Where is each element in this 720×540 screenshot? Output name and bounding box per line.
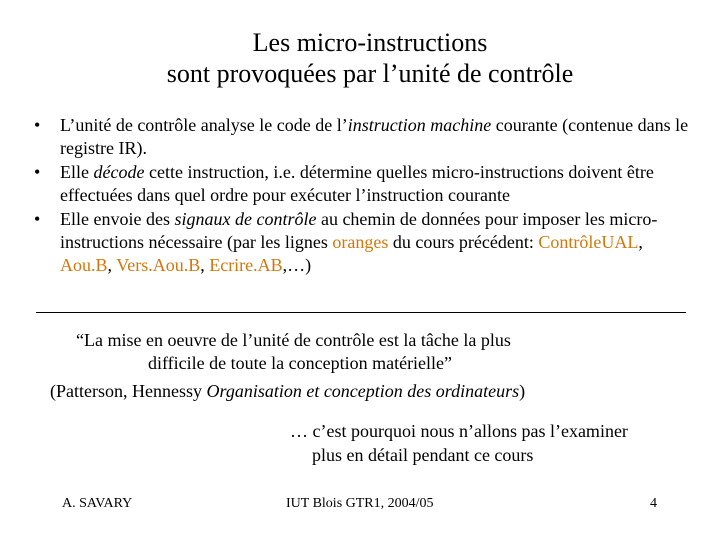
note-line-2: plus en détail pendant ce cours: [312, 445, 534, 465]
bullet-text: au chemin de données pour imposer les micro-instructions nécessaire (par les lignes: [60, 209, 658, 252]
horizontal-divider: [36, 312, 686, 313]
signal-controle-ual: ContrôleUAL: [538, 232, 639, 252]
bullet-dot-icon: •: [34, 115, 41, 135]
bullet-item-decode: [34, 161, 694, 207]
bullet-list: [34, 114, 694, 278]
quote-attribution: [50, 380, 720, 403]
footer-page-number: 4: [650, 496, 657, 511]
signal-aou-b: Aou.B: [60, 255, 108, 275]
signal-ecrire-ab: Ecrire.AB: [209, 255, 283, 275]
attribution-text: ): [519, 381, 526, 401]
bullet-item-signaux: [34, 208, 694, 277]
bullet-dot-icon: •: [34, 209, 41, 229]
bullet-emphasis: instruction machine: [347, 115, 492, 135]
separator: ,: [107, 255, 117, 275]
bullet-emphasis: signaux de contrôle: [174, 209, 317, 229]
bullet-item-analyse: [34, 114, 694, 160]
quote-line-1: “La mise en oeuvre de l’unité de contrôle est la tâche la plus: [76, 330, 511, 350]
footer-author: A. SAVARY: [62, 496, 133, 511]
attribution-text: (Patterson, Hennessy: [50, 381, 207, 401]
bullet-text: Elle: [60, 162, 94, 182]
signal-vers-aou-b: Vers.Aou.B: [116, 255, 201, 275]
bullet-text: du cours précédent:: [388, 232, 539, 252]
note-line-1: … c’est pourquoi nous n’allons pas l’examiner: [290, 421, 628, 441]
slide-title-line-2: sont provoquées par l’unité de contrôle: [166, 59, 574, 88]
bullet-text: ,…): [282, 255, 312, 275]
bullet-text: courante (contenue dans le registre IR).: [60, 115, 689, 158]
separator: ,: [200, 255, 210, 275]
separator: ,: [638, 232, 643, 252]
orange-word: oranges: [332, 232, 389, 252]
bullet-emphasis: décode: [93, 162, 145, 182]
bullet-text: Elle envoie des: [60, 209, 175, 229]
bullet-text: L’unité de contrôle analyse le code de l’: [60, 115, 348, 135]
bullet-dot-icon: •: [34, 162, 41, 182]
bullet-text: cette instruction, i.e. détermine quelles micro-instructions doivent être effectuées dans quel ordre pour exécuter l’instruction courante: [60, 162, 654, 205]
slide-title-line-1: Les micro-instructions: [252, 28, 488, 57]
quote-line-2: difficile de toute la conception matérielle”: [148, 353, 453, 373]
footer-course: IUT Blois GTR1, 2004/05: [286, 496, 434, 511]
attribution-book-title: Organisation et conception des ordinateurs: [206, 381, 520, 401]
